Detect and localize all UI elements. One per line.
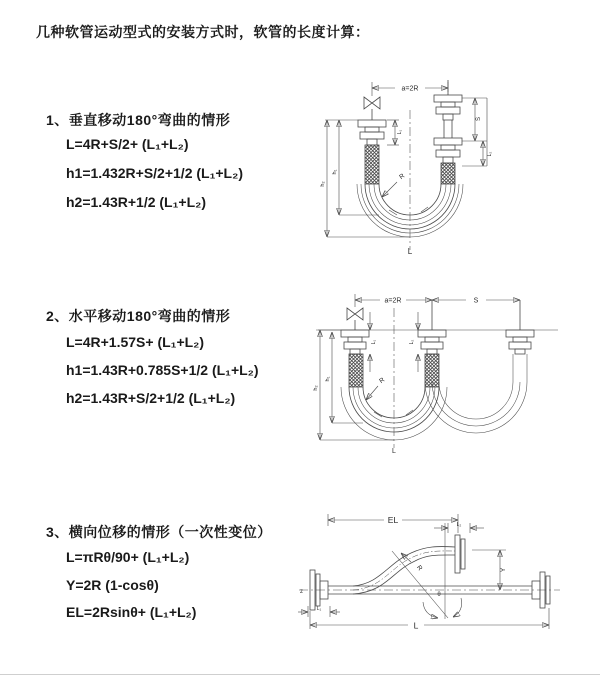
dim-l [310, 608, 549, 631]
s-curve-hose [353, 547, 455, 594]
right-lower-flange [434, 138, 462, 163]
dim-label-l1: L₁ [316, 606, 322, 612]
dim-l2 [462, 98, 493, 166]
dim-l2 [409, 312, 418, 372]
dim-label-r: R [398, 172, 407, 181]
section-2-formula-L: L=4R+1.57S+ (L₁+L₂) [66, 334, 205, 350]
dim-label-h1: h₁ [325, 376, 331, 382]
section-2-heading: 2、水平移动180°弯曲的情形 [46, 308, 231, 324]
section-1-heading: 1、垂直移动180°弯曲的情形 [46, 112, 231, 128]
radius-callout [366, 376, 386, 400]
dim-label-l1: L₁ [371, 339, 377, 345]
dim-label-r: R [378, 376, 387, 385]
middle-flange-fitting [418, 330, 446, 354]
dim-s [462, 98, 487, 141]
dim-label-l2: L₂ [487, 151, 493, 157]
radius-callout [392, 551, 448, 618]
section-3-heading: 3、横向位移的情形（一次性变位） [46, 524, 272, 540]
braided-hose-left [349, 354, 363, 387]
page-title: 几种软管运动型式的安装方式时，软管的长度计算： [36, 24, 370, 40]
dim-label-l: L [392, 448, 396, 455]
dim-label-l2: L₂ [456, 522, 462, 528]
left-flange-fitting [341, 330, 369, 354]
shifted-u-bend-hose [425, 382, 527, 433]
dim-l1 [370, 312, 377, 372]
section-1-formula-h1: h1=1.432R+S/2+1/2 (L₁+L₂) [66, 165, 243, 181]
braided-hose-right [441, 163, 455, 184]
dim-label-a2r: a=2R [384, 297, 402, 305]
angle-theta [423, 592, 462, 618]
right-flange-fitting [506, 330, 534, 354]
dim-label-el: EL [387, 515, 399, 525]
dim-label-h1: h₁ [332, 169, 338, 175]
dim-label-s: S [473, 297, 479, 305]
valve-icon [364, 97, 380, 120]
dim-l1 [298, 606, 340, 617]
dim-label-l2: L₂ [409, 339, 415, 345]
dim-y [472, 550, 507, 590]
dim-label-r: R [415, 564, 424, 573]
left-flange-fitting [358, 120, 386, 145]
dim-l1 [387, 120, 403, 145]
top-flange-fitting [455, 535, 465, 573]
section-3-formula-Y: Y=2R (1-cosθ) [66, 577, 159, 593]
dim-label-s: S [476, 116, 482, 122]
section-1-formula-L: L=4R+S/2+ (L₁+L₂) [66, 136, 189, 152]
section-3-formula-L: L=πRθ/90+ (L₁+L₂) [66, 549, 190, 565]
dim-label-z: z [300, 589, 303, 595]
dim-s [432, 298, 520, 305]
braided-hose-left [365, 145, 379, 184]
dim-label-h2: h₂ [320, 181, 326, 187]
dim-l2 [434, 522, 484, 533]
horizontal-bend-diagram [308, 282, 600, 462]
section-2-formula-h2: h2=1.43R+S/2+1/2 (L₁+L₂) [66, 390, 236, 406]
right-upper-flange [434, 95, 462, 120]
dim-label-y: Y [500, 567, 507, 573]
valve-icon [347, 308, 363, 330]
dim-label-l: L [407, 247, 413, 256]
vertical-bend-diagram [315, 72, 600, 262]
dim-el [328, 514, 458, 533]
dim-label-l: L [413, 620, 419, 631]
section-3-formula-EL: EL=2Rsinθ+ (L₁+L₂) [66, 604, 197, 620]
dim-label-l1: L₁ [397, 129, 403, 135]
dim-label-a2r: a=2R [401, 85, 419, 93]
dim-label-theta: θ [437, 592, 441, 598]
radius-callout [382, 172, 406, 197]
section-1-formula-h2: h2=1.43R+1/2 (L₁+L₂) [66, 194, 207, 210]
lateral-displacement-diagram [298, 505, 600, 645]
dim-a2r [355, 294, 432, 307]
section-2-formula-h1: h1=1.43R+0.785S+1/2 (L₁+L₂) [66, 362, 259, 378]
dim-a2r [372, 82, 448, 96]
dim-label-h2: h₂ [313, 385, 319, 391]
